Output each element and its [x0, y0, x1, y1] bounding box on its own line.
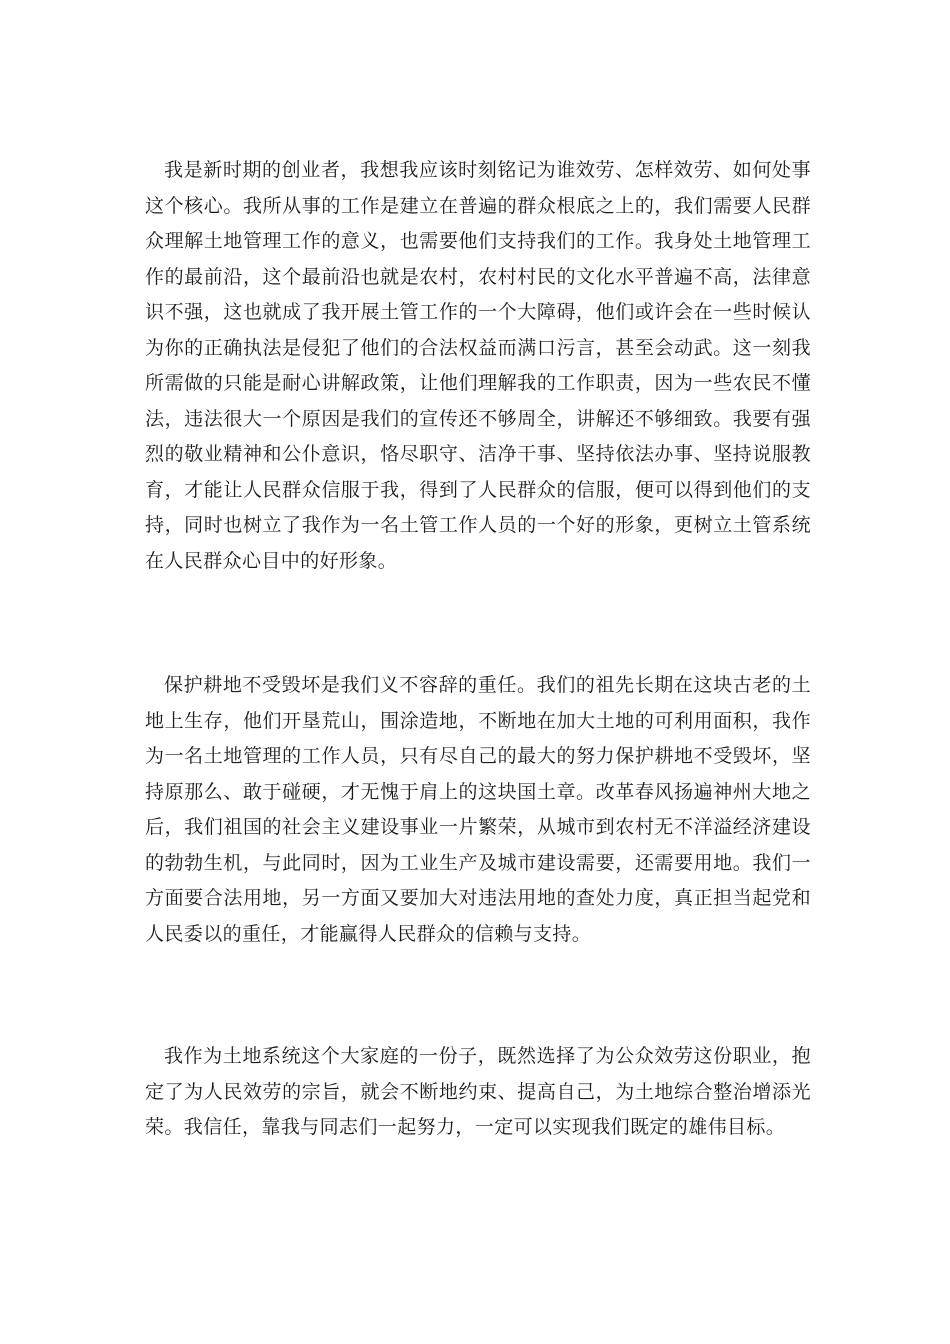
paragraph-1: 我是新时期的创业者，我想我应该时刻铭记为谁效劳、怎样效劳、如何处事这个核心。我所从事的工作是建立在普遍的群众根底之上的，我们需要人民群众理解土地管理工作的意义，也需要他们支持我们的工作。我身处土地管理工作的最前沿，这个最前沿也就是农村，农村村民的文化水平普遍不高，法律意识不强，这也就成了我开展土管工作的一个大障碍，他们或许会在一些时候认为你的正确执法是侵犯了他们的合法权益而满口污言，甚至会动武。这一刻我所需做的只能是耐心讲解政策，让他们理解我的工作职责，因为一些农民不懂法，违法很大一个原因是我们的宣传还不够周全，讲解还不够细致。我要有强烈的敬业精神和公仆意识，恪尽职守、洁净干事、坚持依法办事、坚持说服教育，才能让人民群众信服于我，得到了人民群众的信服，便可以得到他们的支持，同时也树立了我作为一名土管工作人员的一个好的形象，更树立土管系统在人民群众心目中的好形象。 — [145, 159, 811, 572]
paragraph-2: 保护耕地不受毁坏是我们义不容辞的重任。我们的祖先长期在这块古老的土地上生存，他们开垦荒山，围涂造地，不断地在加大土地的可利用面积，我作为一名土地管理的工作人员，只有尽自己的最大的努力保护耕地不受毁坏，坚持原那么、敢于碰硬，才无愧于肩上的这块国土章。改革春风扬遍神州大地之后，我们祖国的社会主义建设事业一片繁荣，从城市到农村无不洋溢经济建设的勃勃生机，与此同时，因为工业生产及城市建设需要，还需要用地。我们一方面要合法用地，另一方面又要加大对违法用地的查处力度，真正担当起党和人民委以的重任，才能赢得人民群众的信赖与支持。 — [145, 674, 811, 945]
paragraph-3: 我作为土地系统这个大家庭的一份子，既然选择了为公众效劳这份职业，抱定了为人民效劳的宗旨，就会不断地约束、提高自己，为土地综合整治增添光荣。我信任，靠我与同志们一起努力，一定可以实现我们既定的雄伟目标。 — [145, 1045, 811, 1138]
